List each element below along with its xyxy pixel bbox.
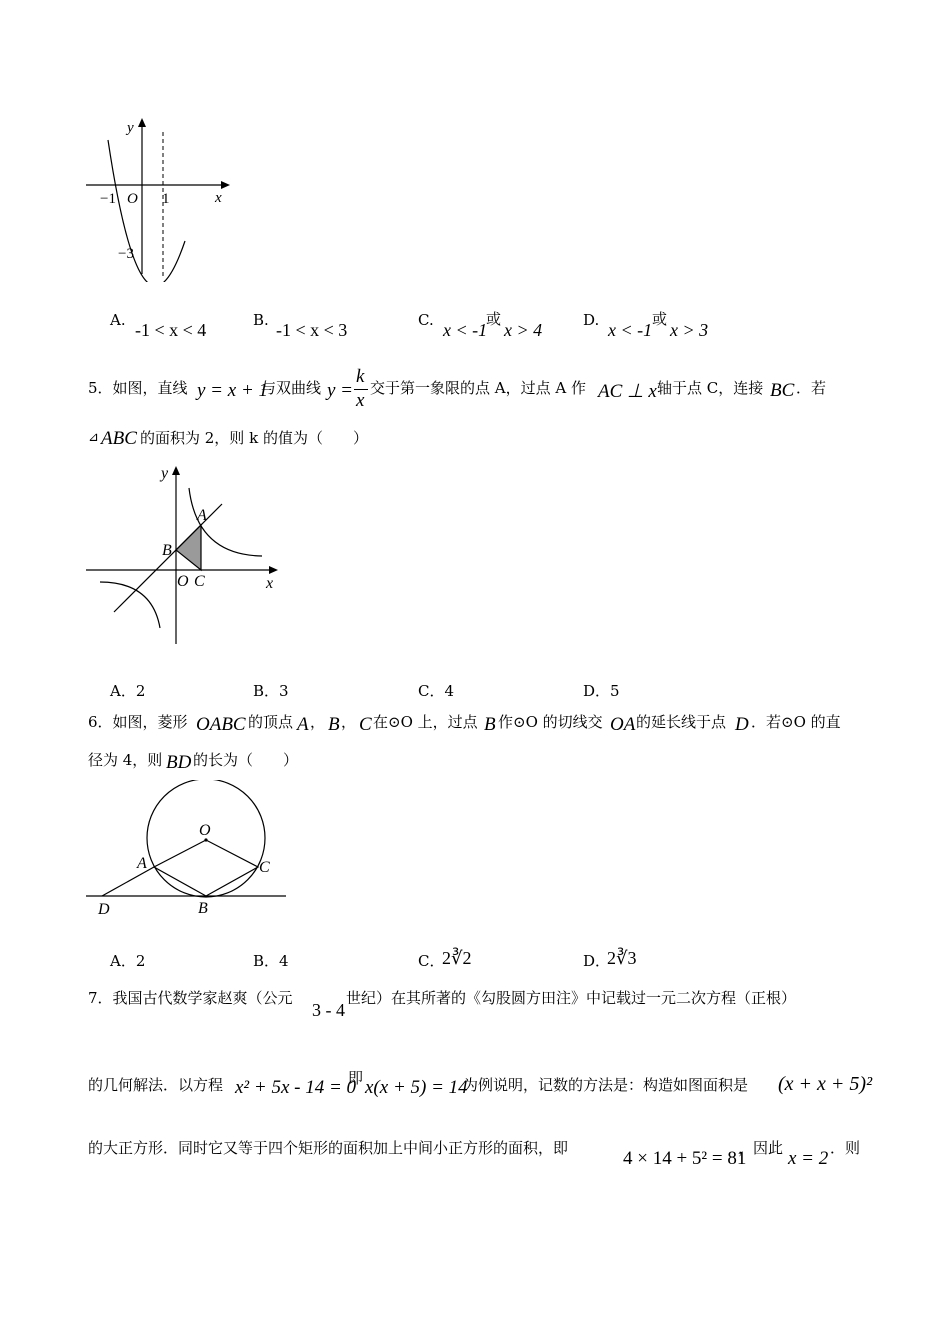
q6-a: A [297,714,309,735]
q5-hyperbola-branch2 [100,582,160,628]
q5-option-b: B．3 [253,682,289,700]
x-axis-arrow [221,181,230,189]
q6-rhombus [154,840,258,896]
parabola-figure [82,112,242,282]
q6-c: C [359,714,372,735]
q5-ac-perp-x: AC ⊥ x [598,381,657,402]
y-axis-arrow [138,118,146,127]
q6-option-d-letter: D． [583,952,611,970]
q5-y-axis-arrow [172,466,180,475]
q6-t1: 的顶点 [248,713,294,731]
q6-option-c-math: 2∛2 [442,948,472,968]
q5-fig-b: B [162,542,172,559]
q4-option-d-right: x > 3 [670,320,709,340]
q6-b: B [328,714,340,735]
q7-line1-b: 世纪）在其所著的《勾股圆方田注》中记载过一元二次方程（正根） [346,989,797,1007]
q4-option-b-letter: B. [253,311,269,329]
q5-text-mid3: 轴于点 C，连接 [657,379,764,397]
q7-ji: 即 [348,1069,364,1087]
q5-eq-line: y = x + 1 [197,380,269,401]
q5-abc: ABC [101,428,137,449]
q6-line2-a: 径为 4，则 [88,751,163,769]
q5-option-c: C．4 [418,682,455,700]
q7-eq2: x(x + 5) = 14 [365,1077,468,1098]
q4-option-d-letter: D. [583,311,600,329]
q7-line3-c: ．则 [830,1139,861,1157]
q5-triangle-symbol: ⊿ [88,430,99,445]
q6-t4: 的延长线于点 [636,713,727,731]
q4-option-d-left: x < -1 [608,320,653,340]
q5-frac-numerator: k [356,366,365,387]
q4-option-d-or: 或 [652,310,668,328]
y-label: y [127,120,134,136]
q7-line1-a: 7．我国古代数学家赵爽（公元 [88,989,293,1007]
q6-option-b: B．4 [253,952,289,970]
q6-fig-c: C [259,859,270,876]
q4-option-c-left: x < -1 [443,320,488,340]
q4-option-c-letter: C. [418,311,434,329]
q7-eq3: (x + x + 5)² [778,1073,873,1095]
q6-b2: B [484,714,496,735]
q7-line2-a: 的几何解法．以方程 [88,1076,224,1094]
tick-1: 1 [162,191,170,207]
q6-t3: 作⊙O 的切线交 [498,713,603,731]
tick-neg1: −1 [100,191,116,207]
q7-eq5: x = 2 [788,1148,829,1169]
q6-fig-b: B [198,900,208,917]
q7-line3-a: 的大正方形．同时它又等于四个矩形的面积加上中间小正方形的面积，即 [88,1139,569,1157]
q5-bc: BC [770,380,795,401]
q6-comma1: ， [310,713,326,731]
q5-shaded-triangle [176,525,201,570]
q5-text-mid1: 与双曲线 [261,379,322,397]
q5-text-mid2: 交于第一象限的点 A，过点 A 作 [370,379,586,397]
q6-option-a: A．2 [110,952,146,970]
q5-fig-x: x [266,575,274,592]
q4-option-c-right: x > 4 [504,320,543,340]
q4-option-a-math: -1 < x < 4 [135,320,207,340]
q5-eq-hyperbola-lhs: y = [327,380,354,401]
q5-frac-denominator: x [356,390,365,411]
q5-line2-text: 的面积为 2，则 k 的值为（ ） [140,429,368,447]
q5-option-d: D．5 [583,682,620,700]
q6-t2: 在⊙O 上，过点 [373,713,478,731]
q6-line2-b: 的长为（ ） [193,751,299,769]
q6-option-c-letter: C． [418,952,445,970]
q6-comma2: ， [341,713,357,731]
q6-fig-a: A [137,855,147,872]
q4-option-a-letter: A. [110,311,126,329]
q6-d: D [735,714,749,735]
q6-bd: BD [166,752,192,773]
q7-line2-b: 为例说明，记数的方法是：构造如图面积是 [463,1076,749,1094]
q6-figure [82,780,292,920]
q6-fig-d: D [98,901,110,918]
q5-fig-y: y [161,465,169,482]
x-label: x [215,190,222,206]
q6-number: 6．如图，菱形 [88,713,188,731]
q5-x-axis-arrow [269,566,278,574]
q6-option-d-math: 2∛3 [607,948,637,968]
q7-eq1: x² + 5x - 14 = 0 [235,1077,357,1098]
tick-neg3: −3 [118,246,134,262]
q4-option-b-math: -1 < x < 3 [276,320,348,340]
q5-text-end: ．若 [796,379,827,397]
q5-number: 5．如图，直线 [88,379,188,397]
q6-fig-o: O [199,822,211,839]
q7-century: 3 - 4 [312,1000,345,1020]
q6-t5: ．若⊙O 的直 [751,713,841,731]
q5-option-a: A．2 [110,682,146,700]
q5-fig-c: C [194,573,205,590]
q5-figure [82,460,282,650]
q6-oa: OA [610,714,636,735]
q7-eq4: 4 × 14 + 5² = 81 [623,1148,747,1169]
q7-line3-b: ，因此 [738,1139,784,1157]
q4-option-c-or: 或 [486,310,502,328]
origin-label: O [127,191,138,207]
q5-fig-o: O [177,573,189,590]
q6-oabc: OABC [196,714,246,735]
q5-fig-a: A [197,507,207,524]
